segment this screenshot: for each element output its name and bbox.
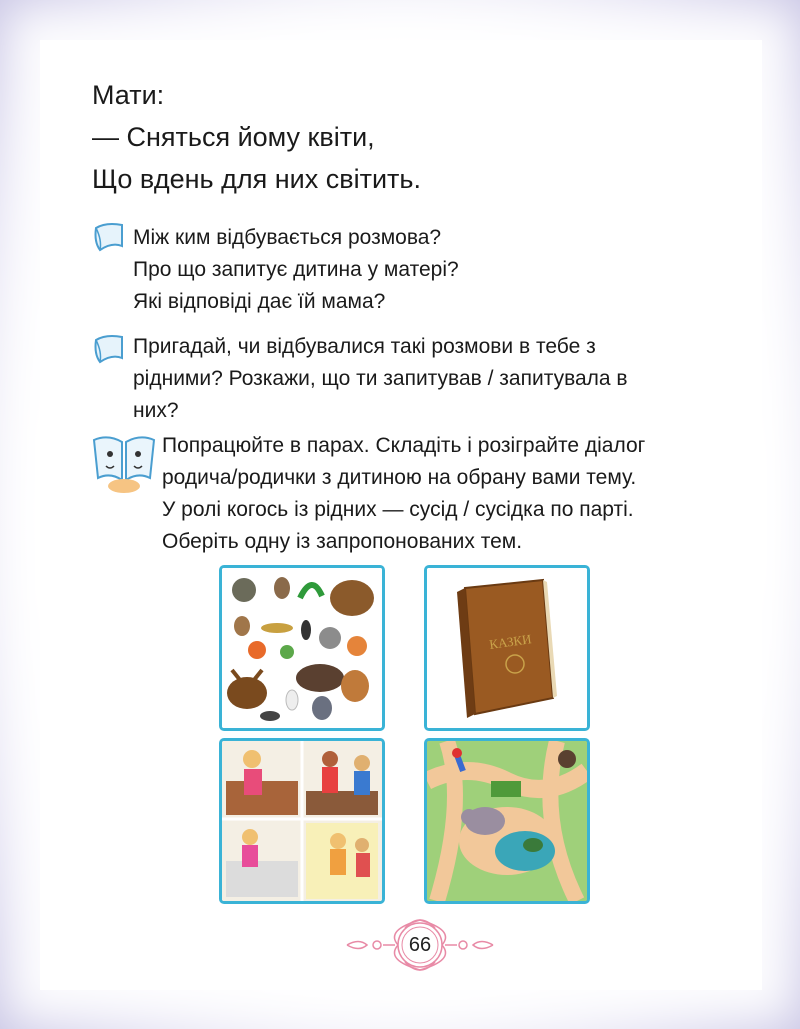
note-icon	[92, 220, 128, 256]
task-pair-work	[162, 430, 645, 558]
task-line: них?	[133, 399, 179, 422]
pair-work-icon	[88, 432, 160, 496]
task-line: У ролі когось із рідних — сусід / сусідка по парті.	[162, 498, 634, 521]
book-title: КАЗКИ	[488, 631, 533, 652]
family-chores-image	[219, 738, 385, 904]
fairy-tale-book-image	[424, 565, 590, 731]
task-line: Попрацюйте в парах. Складіть і розіграйте діалог	[162, 434, 646, 457]
task-line: рідними? Розкажи, що ти запитував / запитувала в	[133, 367, 628, 390]
task-line: Оберіть одну із запропонованих тем.	[162, 530, 523, 553]
zoo-map-image	[424, 738, 590, 904]
poem-line: Що вдень для них світить.	[92, 164, 421, 194]
page-number: 66	[408, 934, 432, 956]
poem-line: — Сняться йому квіти,	[92, 122, 375, 152]
task-line: Про що запитує дитина у матері?	[133, 258, 459, 281]
task-recall	[133, 331, 628, 427]
note-icon	[92, 332, 128, 368]
task-line: родича/родички з дитиною на обрану вами тему.	[162, 466, 637, 489]
page-number-ornament	[345, 908, 495, 978]
poem-text	[92, 74, 421, 200]
task-questions	[133, 222, 459, 318]
task-line: Пригадай, чи відбувалися такі розмови в тебе з	[133, 335, 596, 358]
poem-line: Мати:	[92, 80, 165, 110]
task-line: Між ким відбувається розмова?	[133, 226, 442, 249]
task-line: Які відповіді дає їй мама?	[133, 290, 386, 313]
animals-image	[219, 565, 385, 731]
